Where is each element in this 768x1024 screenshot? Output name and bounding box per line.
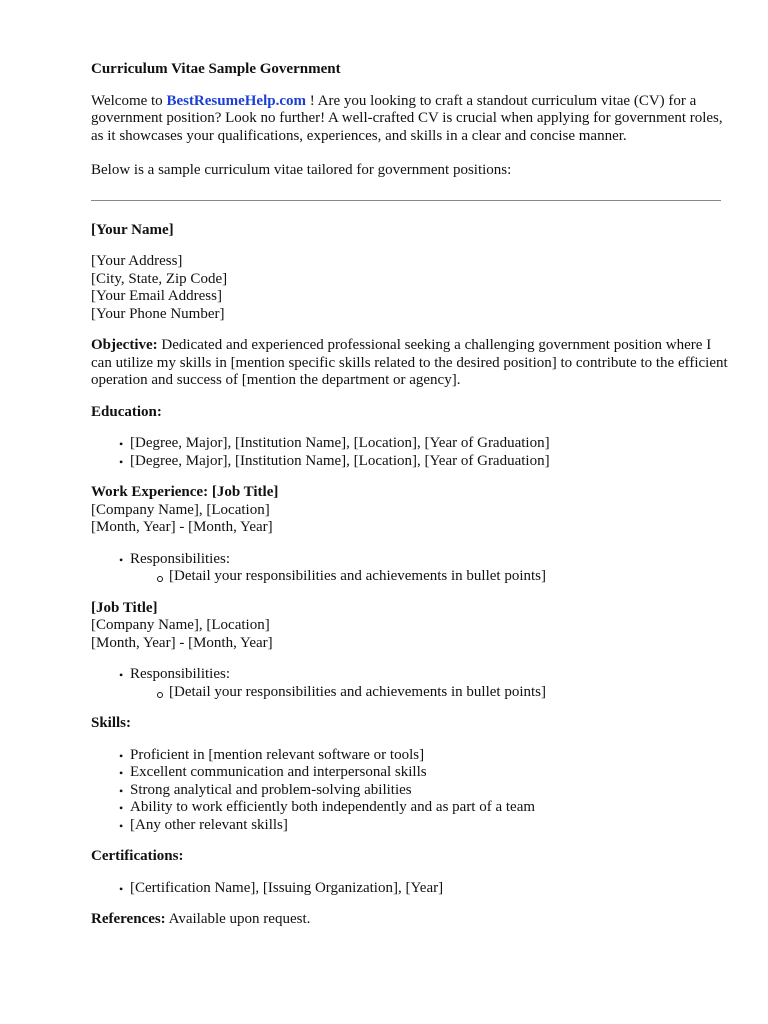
work-experience-heading: Work Experience: — [91, 484, 209, 500]
address-line: [Your Phone Number] — [91, 305, 225, 322]
certifications-heading: Certifications: — [91, 848, 184, 864]
job-company: [Company Name], [Location] — [91, 617, 270, 633]
intro-paragraph — [91, 93, 731, 146]
job-title: [Job Title] — [91, 599, 158, 616]
objective-paragraph — [91, 337, 731, 390]
responsibilities-sublist — [91, 684, 731, 702]
intro-rest: ! Are you looking to craft a standout curriculum vitae (CV) for a government position? Look no further! A well-crafted CV is crucial when applying for government roles, as it showcases your qualifications, experiences, and skills in a clear and concise manner. — [91, 92, 723, 144]
list-item: • [Any other relevant skills] — [91, 817, 731, 835]
responsibilities-list — [91, 666, 731, 684]
objective-text: Dedicated and experienced professional seeking a challenging government position where I can utilize my skills in [mention specific skills related to the desired position] to contribute to the efficient operation and success of [mention the department or agency]. — [91, 337, 728, 388]
list-item: [Detail your responsibilities and achievements in bullet points] — [91, 568, 731, 586]
address-line: [Your Email Address] — [91, 288, 222, 304]
skills-list — [91, 747, 731, 835]
certifications-list — [91, 880, 731, 898]
list-item: • Responsibilities: — [91, 666, 731, 684]
responsibilities-list — [91, 551, 731, 569]
list-item: • Excellent communication and interpersonal skills — [91, 764, 731, 782]
document-title: Curriculum Vitae Sample Government — [91, 61, 341, 77]
list-item: • Strong analytical and problem-solving abilities — [91, 782, 731, 800]
list-item: • Responsibilities: — [91, 551, 731, 569]
job-header — [91, 484, 731, 502]
education-list — [91, 435, 731, 470]
job-dates: [Month, Year] - [Month, Year] — [91, 519, 273, 535]
address-block — [91, 253, 731, 323]
references-label: References: — [91, 911, 166, 927]
skills-heading: Skills: — [91, 715, 132, 731]
below-text: Below is a sample curriculum vitae tailored for government positions: — [91, 162, 512, 178]
education-heading: Education: — [91, 403, 162, 420]
responsibilities-sublist — [91, 568, 731, 586]
document-page — [91, 61, 731, 929]
cv-name: [Your Name] — [91, 221, 174, 238]
references-text: Available upon request. — [165, 911, 311, 927]
address-line: [City, State, Zip Code] — [91, 270, 228, 287]
job-dates: [Month, Year] - [Month, Year] — [91, 634, 273, 651]
job-title: [Job Title] — [211, 484, 279, 500]
list-item: • [Certification Name], [Issuing Organization], [Year] — [91, 880, 731, 898]
address-line: [Your Address] — [91, 253, 183, 269]
job-company: [Company Name], [Location] — [91, 501, 270, 518]
intro-welcome: Welcome to — [91, 92, 167, 109]
list-item: [Detail your responsibilities and achievements in bullet points] — [91, 684, 731, 702]
list-item: • Ability to work efficiently both independently and as part of a team — [91, 799, 731, 817]
objective-label: Objective: — [91, 337, 158, 353]
site-link[interactable]: BestResumeHelp.com — [166, 92, 306, 109]
list-item: • [Degree, Major], [Institution Name], [Location], [Year of Graduation] — [91, 435, 731, 453]
list-item: • [Degree, Major], [Institution Name], [Location], [Year of Graduation] — [91, 453, 731, 471]
references-paragraph — [91, 911, 731, 929]
list-item: • Proficient in [mention relevant software or tools] — [91, 747, 731, 765]
